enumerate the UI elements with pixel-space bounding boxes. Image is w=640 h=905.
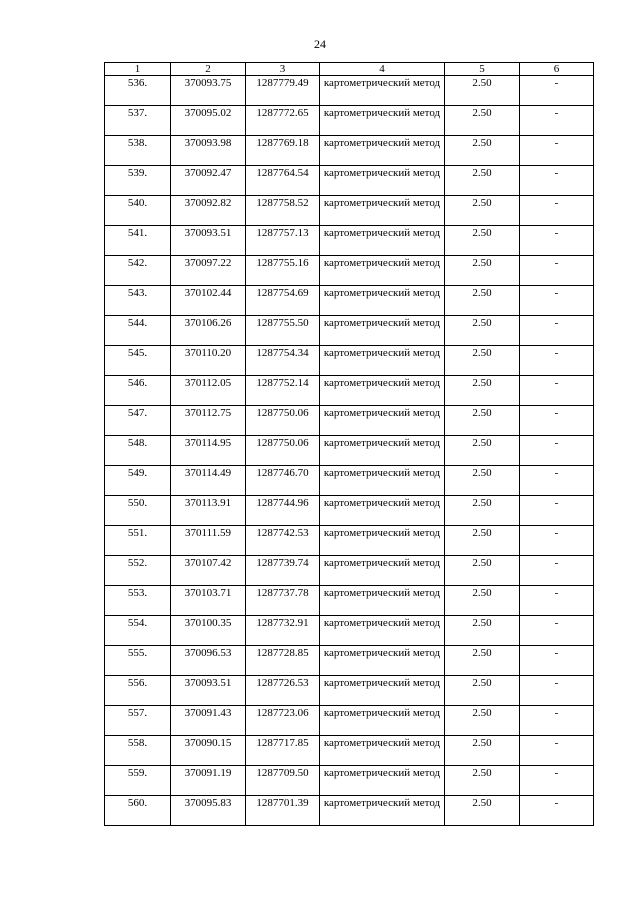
cell-accuracy: 2.50 xyxy=(445,466,520,496)
table-row xyxy=(105,646,594,676)
cell-coord-x: 370096.53 xyxy=(171,646,246,676)
cell-method: картометрический метод xyxy=(320,466,445,496)
cell-note: - xyxy=(520,676,594,706)
cell-coord-y: 1287701.39 xyxy=(246,796,320,826)
cell-accuracy: 2.50 xyxy=(445,706,520,736)
header-col-3: 3 xyxy=(246,63,320,76)
cell-point-number: 548. xyxy=(105,436,171,466)
cell-note: - xyxy=(520,316,594,346)
cell-accuracy: 2.50 xyxy=(445,676,520,706)
cell-note: - xyxy=(520,706,594,736)
cell-accuracy: 2.50 xyxy=(445,106,520,136)
table-row xyxy=(105,436,594,466)
cell-coord-x: 370093.75 xyxy=(171,76,246,106)
table-row xyxy=(105,556,594,586)
table-body xyxy=(105,76,594,826)
cell-note: - xyxy=(520,76,594,106)
cell-coord-x: 370112.75 xyxy=(171,406,246,436)
cell-point-number: 550. xyxy=(105,496,171,526)
table-row xyxy=(105,346,594,376)
cell-method: картометрический метод xyxy=(320,196,445,226)
cell-note: - xyxy=(520,226,594,256)
cell-coord-y: 1287709.50 xyxy=(246,766,320,796)
cell-note: - xyxy=(520,406,594,436)
cell-coord-y: 1287746.70 xyxy=(246,466,320,496)
cell-coord-y: 1287744.96 xyxy=(246,496,320,526)
cell-point-number: 541. xyxy=(105,226,171,256)
header-row xyxy=(105,63,594,76)
cell-accuracy: 2.50 xyxy=(445,646,520,676)
cell-point-number: 555. xyxy=(105,646,171,676)
cell-coord-x: 370092.47 xyxy=(171,166,246,196)
cell-coord-x: 370111.59 xyxy=(171,526,246,556)
table-row xyxy=(105,166,594,196)
cell-coord-y: 1287723.06 xyxy=(246,706,320,736)
cell-coord-y: 1287769.18 xyxy=(246,136,320,166)
cell-point-number: 538. xyxy=(105,136,171,166)
cell-point-number: 552. xyxy=(105,556,171,586)
table-row xyxy=(105,586,594,616)
cell-point-number: 545. xyxy=(105,346,171,376)
cell-accuracy: 2.50 xyxy=(445,616,520,646)
cell-coord-x: 370100.35 xyxy=(171,616,246,646)
cell-coord-x: 370102.44 xyxy=(171,286,246,316)
cell-method: картометрический метод xyxy=(320,106,445,136)
header-col-4: 4 xyxy=(320,63,445,76)
cell-note: - xyxy=(520,256,594,286)
cell-accuracy: 2.50 xyxy=(445,736,520,766)
cell-method: картометрический метод xyxy=(320,586,445,616)
table-row xyxy=(105,226,594,256)
table-row xyxy=(105,376,594,406)
cell-coord-y: 1287750.06 xyxy=(246,406,320,436)
cell-coord-x: 370093.98 xyxy=(171,136,246,166)
table-row xyxy=(105,676,594,706)
cell-method: картометрический метод xyxy=(320,346,445,376)
table-row xyxy=(105,106,594,136)
cell-method: картометрический метод xyxy=(320,796,445,826)
cell-point-number: 544. xyxy=(105,316,171,346)
cell-accuracy: 2.50 xyxy=(445,76,520,106)
cell-accuracy: 2.50 xyxy=(445,556,520,586)
cell-note: - xyxy=(520,496,594,526)
cell-coord-y: 1287726.53 xyxy=(246,676,320,706)
cell-coord-y: 1287728.85 xyxy=(246,646,320,676)
cell-method: картометрический метод xyxy=(320,556,445,586)
cell-point-number: 536. xyxy=(105,76,171,106)
cell-method: картометрический метод xyxy=(320,496,445,526)
table-row xyxy=(105,616,594,646)
cell-coord-x: 370097.22 xyxy=(171,256,246,286)
cell-coord-x: 370103.71 xyxy=(171,586,246,616)
table-row xyxy=(105,526,594,556)
table-row xyxy=(105,706,594,736)
cell-coord-y: 1287758.52 xyxy=(246,196,320,226)
table-header xyxy=(105,63,594,76)
cell-point-number: 553. xyxy=(105,586,171,616)
cell-coord-x: 370093.51 xyxy=(171,676,246,706)
cell-point-number: 558. xyxy=(105,736,171,766)
cell-note: - xyxy=(520,376,594,406)
cell-point-number: 542. xyxy=(105,256,171,286)
cell-accuracy: 2.50 xyxy=(445,766,520,796)
table-row xyxy=(105,196,594,226)
cell-method: картометрический метод xyxy=(320,76,445,106)
cell-point-number: 537. xyxy=(105,106,171,136)
cell-method: картометрический метод xyxy=(320,316,445,346)
cell-method: картометрический метод xyxy=(320,706,445,736)
cell-point-number: 551. xyxy=(105,526,171,556)
cell-note: - xyxy=(520,586,594,616)
cell-accuracy: 2.50 xyxy=(445,796,520,826)
cell-method: картометрический метод xyxy=(320,286,445,316)
cell-point-number: 560. xyxy=(105,796,171,826)
cell-accuracy: 2.50 xyxy=(445,496,520,526)
cell-method: картометрический метод xyxy=(320,676,445,706)
header-col-1: 1 xyxy=(105,63,171,76)
cell-coord-y: 1287717.85 xyxy=(246,736,320,766)
cell-method: картометрический метод xyxy=(320,166,445,196)
cell-method: картометрический метод xyxy=(320,646,445,676)
cell-method: картометрический метод xyxy=(320,136,445,166)
table-row xyxy=(105,796,594,826)
cell-point-number: 540. xyxy=(105,196,171,226)
table-row xyxy=(105,736,594,766)
cell-coord-y: 1287779.49 xyxy=(246,76,320,106)
cell-coord-y: 1287764.54 xyxy=(246,166,320,196)
cell-point-number: 556. xyxy=(105,676,171,706)
cell-coord-x: 370091.43 xyxy=(171,706,246,736)
cell-coord-y: 1287754.69 xyxy=(246,286,320,316)
table-row xyxy=(105,76,594,106)
cell-coord-x: 370110.20 xyxy=(171,346,246,376)
table-row xyxy=(105,286,594,316)
cell-note: - xyxy=(520,196,594,226)
cell-method: картометрический метод xyxy=(320,736,445,766)
cell-note: - xyxy=(520,766,594,796)
cell-coord-y: 1287737.78 xyxy=(246,586,320,616)
cell-note: - xyxy=(520,736,594,766)
cell-note: - xyxy=(520,136,594,166)
cell-coord-x: 370095.83 xyxy=(171,796,246,826)
table-row xyxy=(105,466,594,496)
cell-accuracy: 2.50 xyxy=(445,226,520,256)
cell-coord-y: 1287755.16 xyxy=(246,256,320,286)
cell-coord-x: 370114.95 xyxy=(171,436,246,466)
cell-method: картометрический метод xyxy=(320,436,445,466)
cell-note: - xyxy=(520,526,594,556)
cell-accuracy: 2.50 xyxy=(445,286,520,316)
cell-accuracy: 2.50 xyxy=(445,586,520,616)
cell-accuracy: 2.50 xyxy=(445,526,520,556)
cell-method: картометрический метод xyxy=(320,256,445,286)
cell-accuracy: 2.50 xyxy=(445,346,520,376)
cell-note: - xyxy=(520,286,594,316)
cell-method: картометрический метод xyxy=(320,376,445,406)
cell-note: - xyxy=(520,106,594,136)
cell-point-number: 546. xyxy=(105,376,171,406)
cell-method: картометрический метод xyxy=(320,526,445,556)
table-row xyxy=(105,136,594,166)
cell-coord-y: 1287757.13 xyxy=(246,226,320,256)
table-row xyxy=(105,406,594,436)
cell-coord-y: 1287732.91 xyxy=(246,616,320,646)
table-row xyxy=(105,496,594,526)
cell-point-number: 549. xyxy=(105,466,171,496)
cell-coord-x: 370107.42 xyxy=(171,556,246,586)
cell-note: - xyxy=(520,166,594,196)
table-row xyxy=(105,256,594,286)
cell-coord-x: 370090.15 xyxy=(171,736,246,766)
cell-note: - xyxy=(520,466,594,496)
cell-accuracy: 2.50 xyxy=(445,436,520,466)
cell-coord-y: 1287755.50 xyxy=(246,316,320,346)
cell-point-number: 559. xyxy=(105,766,171,796)
cell-accuracy: 2.50 xyxy=(445,316,520,346)
header-col-5: 5 xyxy=(445,63,520,76)
cell-point-number: 539. xyxy=(105,166,171,196)
cell-coord-x: 370091.19 xyxy=(171,766,246,796)
cell-point-number: 557. xyxy=(105,706,171,736)
cell-accuracy: 2.50 xyxy=(445,376,520,406)
cell-coord-x: 370114.49 xyxy=(171,466,246,496)
cell-accuracy: 2.50 xyxy=(445,166,520,196)
cell-coord-y: 1287750.06 xyxy=(246,436,320,466)
table-row xyxy=(105,316,594,346)
cell-note: - xyxy=(520,346,594,376)
cell-coord-x: 370106.26 xyxy=(171,316,246,346)
cell-accuracy: 2.50 xyxy=(445,256,520,286)
cell-method: картометрический метод xyxy=(320,616,445,646)
cell-coord-y: 1287752.14 xyxy=(246,376,320,406)
cell-note: - xyxy=(520,646,594,676)
cell-coord-x: 370112.05 xyxy=(171,376,246,406)
cell-coord-x: 370092.82 xyxy=(171,196,246,226)
cell-coord-y: 1287742.53 xyxy=(246,526,320,556)
cell-method: картометрический метод xyxy=(320,406,445,436)
cell-point-number: 554. xyxy=(105,616,171,646)
cell-coord-y: 1287772.65 xyxy=(246,106,320,136)
header-col-2: 2 xyxy=(171,63,246,76)
cell-coord-x: 370093.51 xyxy=(171,226,246,256)
cell-note: - xyxy=(520,436,594,466)
cell-coord-y: 1287754.34 xyxy=(246,346,320,376)
cell-accuracy: 2.50 xyxy=(445,406,520,436)
header-col-6: 6 xyxy=(520,63,594,76)
cell-note: - xyxy=(520,556,594,586)
cell-point-number: 547. xyxy=(105,406,171,436)
cell-accuracy: 2.50 xyxy=(445,196,520,226)
cell-note: - xyxy=(520,616,594,646)
page-number: 24 xyxy=(314,37,326,51)
cell-point-number: 543. xyxy=(105,286,171,316)
cell-note: - xyxy=(520,796,594,826)
cell-method: картометрический метод xyxy=(320,226,445,256)
cell-method: картометрический метод xyxy=(320,766,445,796)
table-row xyxy=(105,766,594,796)
coordinates-table xyxy=(104,62,594,826)
cell-accuracy: 2.50 xyxy=(445,136,520,166)
cell-coord-x: 370095.02 xyxy=(171,106,246,136)
cell-coord-y: 1287739.74 xyxy=(246,556,320,586)
cell-coord-x: 370113.91 xyxy=(171,496,246,526)
